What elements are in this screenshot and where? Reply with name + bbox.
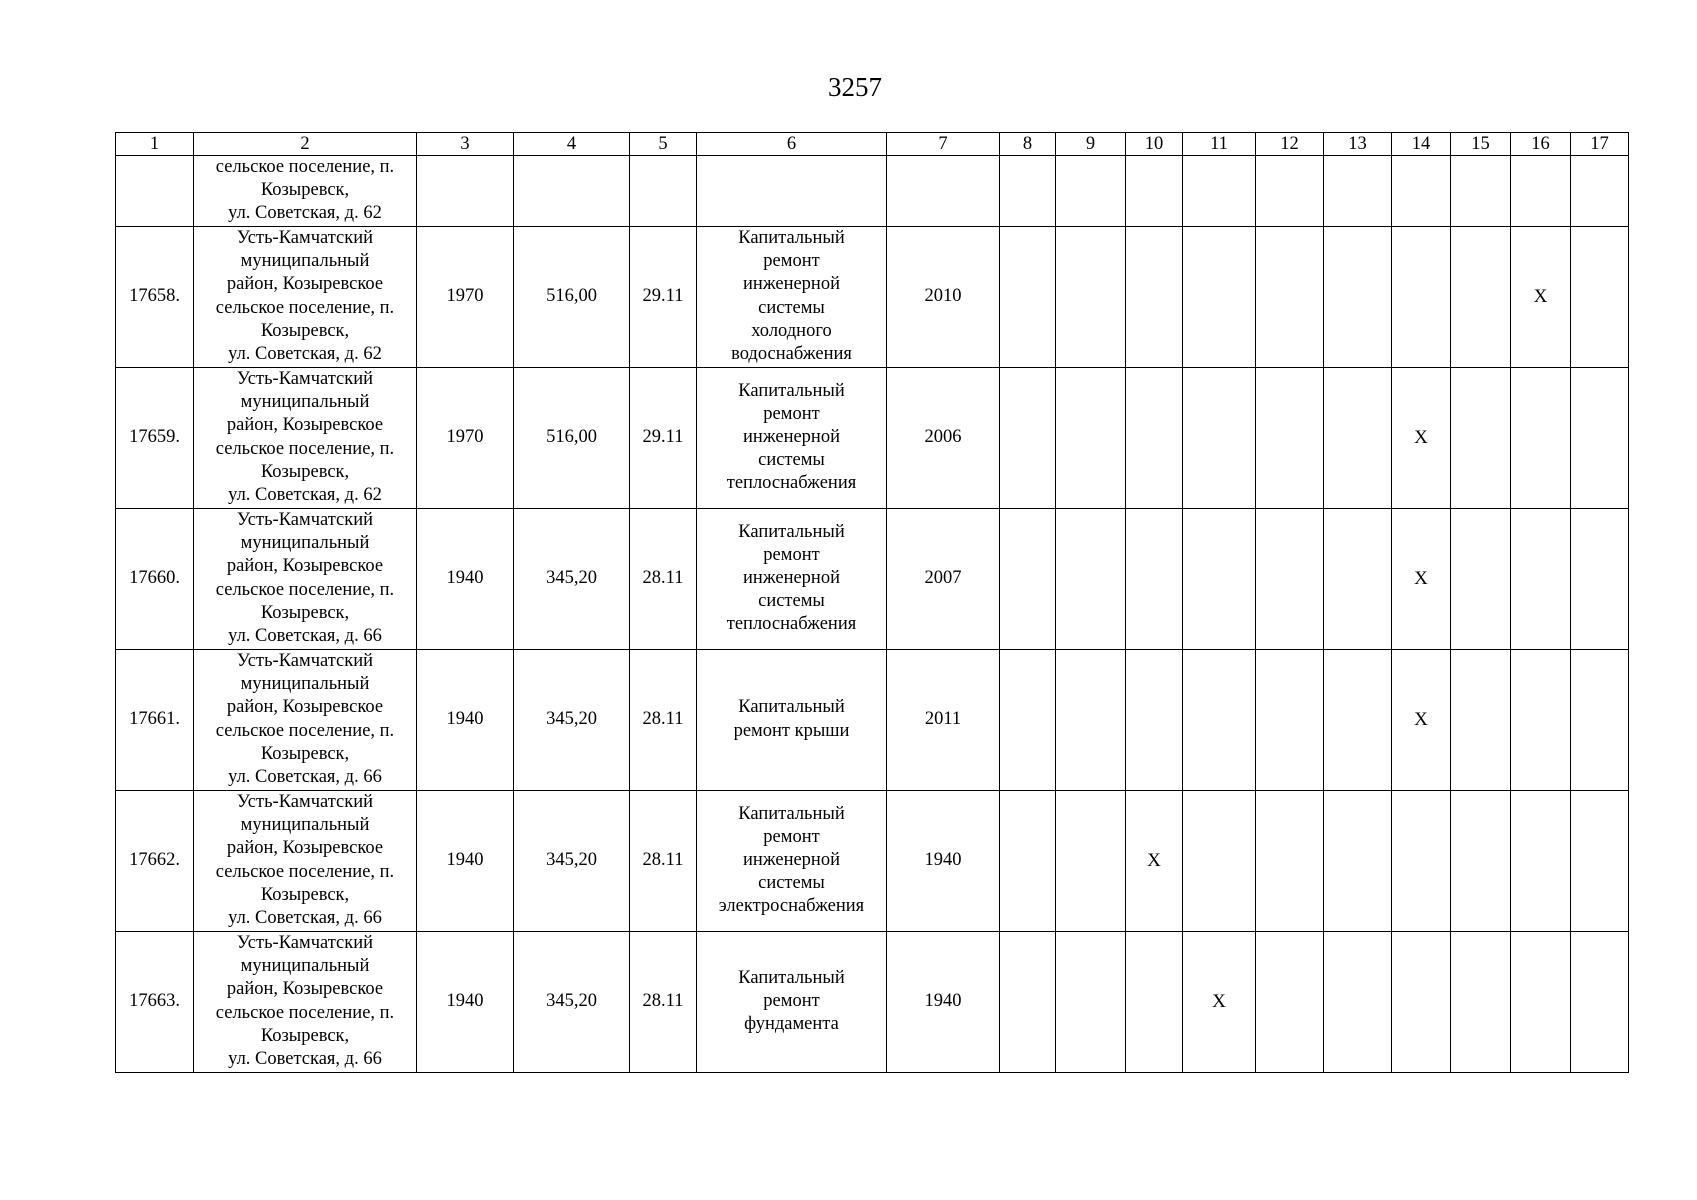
column-header-1: 1 xyxy=(116,133,194,156)
column-header-8: 8 xyxy=(1000,133,1056,156)
column-header-10: 10 xyxy=(1126,133,1183,156)
work-line: Капитальный xyxy=(738,697,845,718)
table-row xyxy=(116,931,1629,1072)
cell-year-built xyxy=(417,367,514,508)
work-line: ремонт xyxy=(763,251,820,272)
x-mark: X xyxy=(1414,567,1428,589)
address-line: Козыревск, xyxy=(260,320,350,341)
column-header-2: 2 xyxy=(194,133,417,156)
work-line: теплоснабжения xyxy=(726,614,857,635)
cell-area-value: 345,20 xyxy=(546,709,597,730)
work-line: ремонт крыши xyxy=(733,720,850,741)
cell-work-type xyxy=(697,931,887,1072)
cell-col-13 xyxy=(1324,226,1392,367)
cell-col-13 xyxy=(1324,508,1392,649)
cell-number xyxy=(116,508,194,649)
work-line: ремонт xyxy=(763,991,820,1011)
cell-year-built-value: 1940 xyxy=(446,991,484,1012)
cell-col-11 xyxy=(1183,649,1256,790)
address-line: ул. Советская, д. 62 xyxy=(228,203,382,224)
work-line: Капитальный xyxy=(738,380,845,401)
cell-col-8 xyxy=(1000,156,1056,227)
cell-col-10 xyxy=(1126,931,1183,1072)
address-line: район, Козыревское xyxy=(226,697,384,718)
cell-col-10 xyxy=(1126,156,1183,227)
cell-area xyxy=(514,931,630,1072)
address-line: муниципальный xyxy=(240,956,370,977)
cell-work-type xyxy=(697,790,887,931)
cell-work-type xyxy=(697,649,887,790)
cell-col-11 xyxy=(1183,790,1256,931)
cell-code-value: 29.11 xyxy=(642,427,684,448)
x-mark: X xyxy=(1414,708,1428,730)
cell-address xyxy=(194,649,417,790)
cell-col-14 xyxy=(1392,790,1451,931)
cell-col-16 xyxy=(1511,156,1571,227)
address-line: сельское поселение, п. xyxy=(215,157,395,177)
cell-year-planned xyxy=(887,367,1000,508)
cell-col-15 xyxy=(1451,508,1511,649)
cell-col-13 xyxy=(1324,156,1392,227)
x-mark: X xyxy=(1147,849,1161,871)
cell-col-10 xyxy=(1126,367,1183,508)
cell-number-value: 17659. xyxy=(129,427,180,448)
cell-number-value: 17661. xyxy=(129,709,180,730)
cell-area-value: 345,20 xyxy=(546,568,597,589)
address-line: район, Козыревское xyxy=(226,979,384,1000)
cell-number xyxy=(116,931,194,1072)
cell-col-14 xyxy=(1392,156,1451,227)
cell-col-14 xyxy=(1392,367,1451,508)
cell-year-planned xyxy=(887,226,1000,367)
cell-area xyxy=(514,226,630,367)
cell-col-9 xyxy=(1056,226,1126,367)
address-line: муниципальный xyxy=(240,533,370,554)
cell-address xyxy=(194,790,417,931)
cell-year-built-value: 1970 xyxy=(446,286,484,307)
address-line: сельское поселение, п. xyxy=(215,297,395,318)
address-line: район, Козыревское xyxy=(226,274,384,295)
cell-year-built-value: 1940 xyxy=(446,709,484,730)
column-header-4: 4 xyxy=(514,133,630,156)
cell-number xyxy=(116,156,194,227)
cell-col-17 xyxy=(1571,226,1629,367)
address-line: ул. Советская, д. 66 xyxy=(228,908,382,929)
address-line: муниципальный xyxy=(240,674,370,695)
work-line: электроснабжения xyxy=(718,896,865,917)
column-header-14: 14 xyxy=(1392,133,1451,156)
cell-col-8 xyxy=(1000,931,1056,1072)
column-header-11: 11 xyxy=(1183,133,1256,156)
cell-col-4 xyxy=(514,156,630,227)
address-line: Козыревск, xyxy=(260,602,350,623)
cell-col-9 xyxy=(1056,649,1126,790)
cell-col-16 xyxy=(1511,790,1571,931)
work-line: инженерной xyxy=(743,274,840,295)
cell-col-8 xyxy=(1000,649,1056,790)
cell-col-12 xyxy=(1256,790,1324,931)
cell-area-value: 516,00 xyxy=(546,427,597,448)
cell-col-8 xyxy=(1000,508,1056,649)
table-row-continuation xyxy=(116,156,1629,227)
work-line: ремонт xyxy=(763,544,820,565)
address-line: сельское поселение, п. xyxy=(215,861,395,882)
cell-number-value: 17658. xyxy=(129,286,180,307)
table-row xyxy=(116,508,1629,649)
cell-address xyxy=(194,367,417,508)
address-line: Козыревск, xyxy=(260,1025,350,1046)
address-line: сельское поселение, п. xyxy=(215,720,395,741)
cell-year-planned xyxy=(887,649,1000,790)
work-line: системы xyxy=(758,591,825,612)
column-header-9: 9 xyxy=(1056,133,1126,156)
cell-year-planned-value: 2007 xyxy=(924,568,962,589)
cell-number xyxy=(116,790,194,931)
cell-col-9 xyxy=(1056,156,1126,227)
address-line: Козыревск, xyxy=(260,180,350,201)
x-mark: X xyxy=(1212,990,1226,1012)
cell-code-value: 29.11 xyxy=(642,286,684,307)
column-header-13: 13 xyxy=(1324,133,1392,156)
cell-col-11 xyxy=(1183,226,1256,367)
table-row xyxy=(116,790,1629,931)
cell-year-built xyxy=(417,649,514,790)
cell-col-15 xyxy=(1451,367,1511,508)
address-line: ул. Советская, д. 62 xyxy=(228,485,382,506)
cell-year-planned-value: 2011 xyxy=(924,709,962,730)
cell-col-7 xyxy=(887,156,1000,227)
column-header-6: 6 xyxy=(697,133,887,156)
cell-col-13 xyxy=(1324,649,1392,790)
address-line: район, Козыревское xyxy=(226,556,384,577)
cell-code-value: 28.11 xyxy=(642,850,684,871)
address-line: Козыревск, xyxy=(260,461,350,482)
cell-col-16 xyxy=(1511,931,1571,1072)
cell-col-12 xyxy=(1256,226,1324,367)
cell-work-type xyxy=(697,508,887,649)
cell-code xyxy=(630,790,697,931)
column-header-16: 16 xyxy=(1511,133,1571,156)
work-line: Капитальный xyxy=(738,521,845,542)
cell-col-8 xyxy=(1000,790,1056,931)
work-line: фундамента xyxy=(744,1014,839,1035)
cell-col-9 xyxy=(1056,931,1126,1072)
cell-col-12 xyxy=(1256,156,1324,227)
address-line: Усть-Камчатский xyxy=(236,510,374,530)
cell-year-built xyxy=(417,931,514,1072)
cell-year-planned xyxy=(887,508,1000,649)
cell-col-15 xyxy=(1451,649,1511,790)
cell-col-15 xyxy=(1451,156,1511,227)
cell-code xyxy=(630,367,697,508)
address-line: ул. Советская, д. 66 xyxy=(228,626,382,647)
cell-col-16 xyxy=(1511,367,1571,508)
address-line: Козыревск, xyxy=(260,884,350,905)
cell-year-built-value: 1970 xyxy=(446,427,484,448)
work-line: инженерной xyxy=(743,568,840,588)
table-body xyxy=(116,156,1629,1073)
cell-number xyxy=(116,226,194,367)
cell-col-9 xyxy=(1056,367,1126,508)
address-line: Усть-Камчатский xyxy=(236,228,374,248)
address-line: Усть-Камчатский xyxy=(236,792,374,812)
cell-col-14 xyxy=(1392,226,1451,367)
address-line: ул. Советская, д. 66 xyxy=(228,1049,382,1070)
cell-year-planned-value: 2006 xyxy=(924,427,962,448)
address-line: муниципальный xyxy=(240,251,370,272)
address-line: ул. Советская, д. 62 xyxy=(228,344,382,365)
column-number-header xyxy=(116,133,1629,156)
cell-area xyxy=(514,508,630,649)
cell-col-14 xyxy=(1392,508,1451,649)
work-line: системы xyxy=(758,450,825,471)
cell-number xyxy=(116,649,194,790)
cell-col-14 xyxy=(1392,649,1451,790)
work-line: системы xyxy=(758,873,825,894)
cell-col-12 xyxy=(1256,649,1324,790)
cell-number xyxy=(116,367,194,508)
table-row xyxy=(116,226,1629,367)
cell-col-17 xyxy=(1571,508,1629,649)
address-line: сельское поселение, п. xyxy=(215,438,395,459)
address-line: муниципальный xyxy=(240,815,370,836)
cell-col-13 xyxy=(1324,931,1392,1072)
work-line: холодного xyxy=(751,320,832,341)
cell-year-planned-value: 1940 xyxy=(924,991,962,1012)
table-row xyxy=(116,367,1629,508)
cell-col-10 xyxy=(1126,649,1183,790)
work-line: водоснабжения xyxy=(731,344,852,365)
cell-code-value: 28.11 xyxy=(642,568,684,589)
cell-col-15 xyxy=(1451,226,1511,367)
cell-area xyxy=(514,790,630,931)
cell-col-17 xyxy=(1571,931,1629,1072)
cell-col-14 xyxy=(1392,931,1451,1072)
cell-number-value: 17663. xyxy=(129,991,180,1012)
column-header-3: 3 xyxy=(417,133,514,156)
cell-year-planned xyxy=(887,790,1000,931)
address-line: Усть-Камчатский xyxy=(236,933,374,953)
column-header-12: 12 xyxy=(1256,133,1324,156)
cell-col-11 xyxy=(1183,367,1256,508)
work-line: ремонт xyxy=(763,403,820,424)
address-line: сельское поселение, п. xyxy=(215,1002,395,1023)
cell-address xyxy=(194,156,417,227)
work-line: инженерной xyxy=(743,427,840,447)
column-header-17: 17 xyxy=(1571,133,1629,156)
cell-col-10 xyxy=(1126,790,1183,931)
address-line: Козыревск, xyxy=(260,743,350,764)
cell-col-11 xyxy=(1183,156,1256,227)
address-line: Усть-Камчатский xyxy=(236,369,374,389)
cell-col-3 xyxy=(417,156,514,227)
address-line: район, Козыревское xyxy=(226,838,384,859)
cell-col-17 xyxy=(1571,790,1629,931)
cell-col-17 xyxy=(1571,367,1629,508)
cell-area-value: 345,20 xyxy=(546,991,597,1012)
cell-col-12 xyxy=(1256,931,1324,1072)
cell-year-planned-value: 2010 xyxy=(924,286,962,307)
table-row xyxy=(116,649,1629,790)
cell-col-16 xyxy=(1511,508,1571,649)
cell-code xyxy=(630,649,697,790)
registry-table xyxy=(115,132,1629,1073)
work-line: инженерной xyxy=(743,850,840,870)
x-mark: X xyxy=(1414,426,1428,448)
cell-col-16 xyxy=(1511,649,1571,790)
cell-area-value: 345,20 xyxy=(546,850,597,871)
cell-address xyxy=(194,508,417,649)
work-line: системы xyxy=(758,297,825,318)
cell-number-value: 17660. xyxy=(129,568,180,589)
cell-col-11 xyxy=(1183,508,1256,649)
cell-code-value: 28.11 xyxy=(642,991,684,1012)
cell-col-16 xyxy=(1511,226,1571,367)
address-line: район, Козыревское xyxy=(226,415,384,436)
address-line: сельское поселение, п. xyxy=(215,579,395,600)
cell-col-17 xyxy=(1571,649,1629,790)
work-line: Капитальный xyxy=(738,967,845,988)
work-line: Капитальный xyxy=(738,803,845,824)
cell-work-type xyxy=(697,226,887,367)
work-line: ремонт xyxy=(763,826,820,847)
work-line: Капитальный xyxy=(738,228,845,248)
cell-col-13 xyxy=(1324,367,1392,508)
cell-col-10 xyxy=(1126,226,1183,367)
column-header-7: 7 xyxy=(887,133,1000,156)
cell-col-8 xyxy=(1000,367,1056,508)
cell-year-planned xyxy=(887,931,1000,1072)
cell-col-13 xyxy=(1324,790,1392,931)
cell-col-6 xyxy=(697,156,887,227)
cell-col-10 xyxy=(1126,508,1183,649)
cell-area-value: 516,00 xyxy=(546,286,597,307)
cell-year-built-value: 1940 xyxy=(446,850,484,871)
address-line: ул. Советская, д. 66 xyxy=(228,767,382,788)
cell-year-planned-value: 1940 xyxy=(924,850,962,871)
cell-area xyxy=(514,649,630,790)
cell-area xyxy=(514,367,630,508)
cell-col-9 xyxy=(1056,790,1126,931)
x-mark: X xyxy=(1533,285,1548,307)
cell-col-15 xyxy=(1451,931,1511,1072)
cell-col-5 xyxy=(630,156,697,227)
cell-col-17 xyxy=(1571,156,1629,227)
cell-col-12 xyxy=(1256,367,1324,508)
cell-code-value: 28.11 xyxy=(642,709,684,730)
cell-code xyxy=(630,508,697,649)
column-header-5: 5 xyxy=(630,133,697,156)
cell-work-type xyxy=(697,367,887,508)
cell-col-11 xyxy=(1183,931,1256,1072)
cell-col-8 xyxy=(1000,226,1056,367)
address-line: Усть-Камчатский xyxy=(236,651,374,671)
cell-number-value: 17662. xyxy=(129,850,180,871)
cell-col-12 xyxy=(1256,508,1324,649)
cell-year-built xyxy=(417,790,514,931)
cell-col-15 xyxy=(1451,790,1511,931)
cell-col-9 xyxy=(1056,508,1126,649)
address-line: муниципальный xyxy=(240,392,370,413)
cell-code xyxy=(630,226,697,367)
cell-year-built xyxy=(417,508,514,649)
work-line: теплоснабжения xyxy=(726,473,857,494)
cell-year-built-value: 1940 xyxy=(446,568,484,589)
cell-year-built xyxy=(417,226,514,367)
page-number: 3257 xyxy=(828,72,882,102)
column-header-15: 15 xyxy=(1451,133,1511,156)
cell-code xyxy=(630,931,697,1072)
cell-address xyxy=(194,226,417,367)
cell-address xyxy=(194,931,417,1072)
